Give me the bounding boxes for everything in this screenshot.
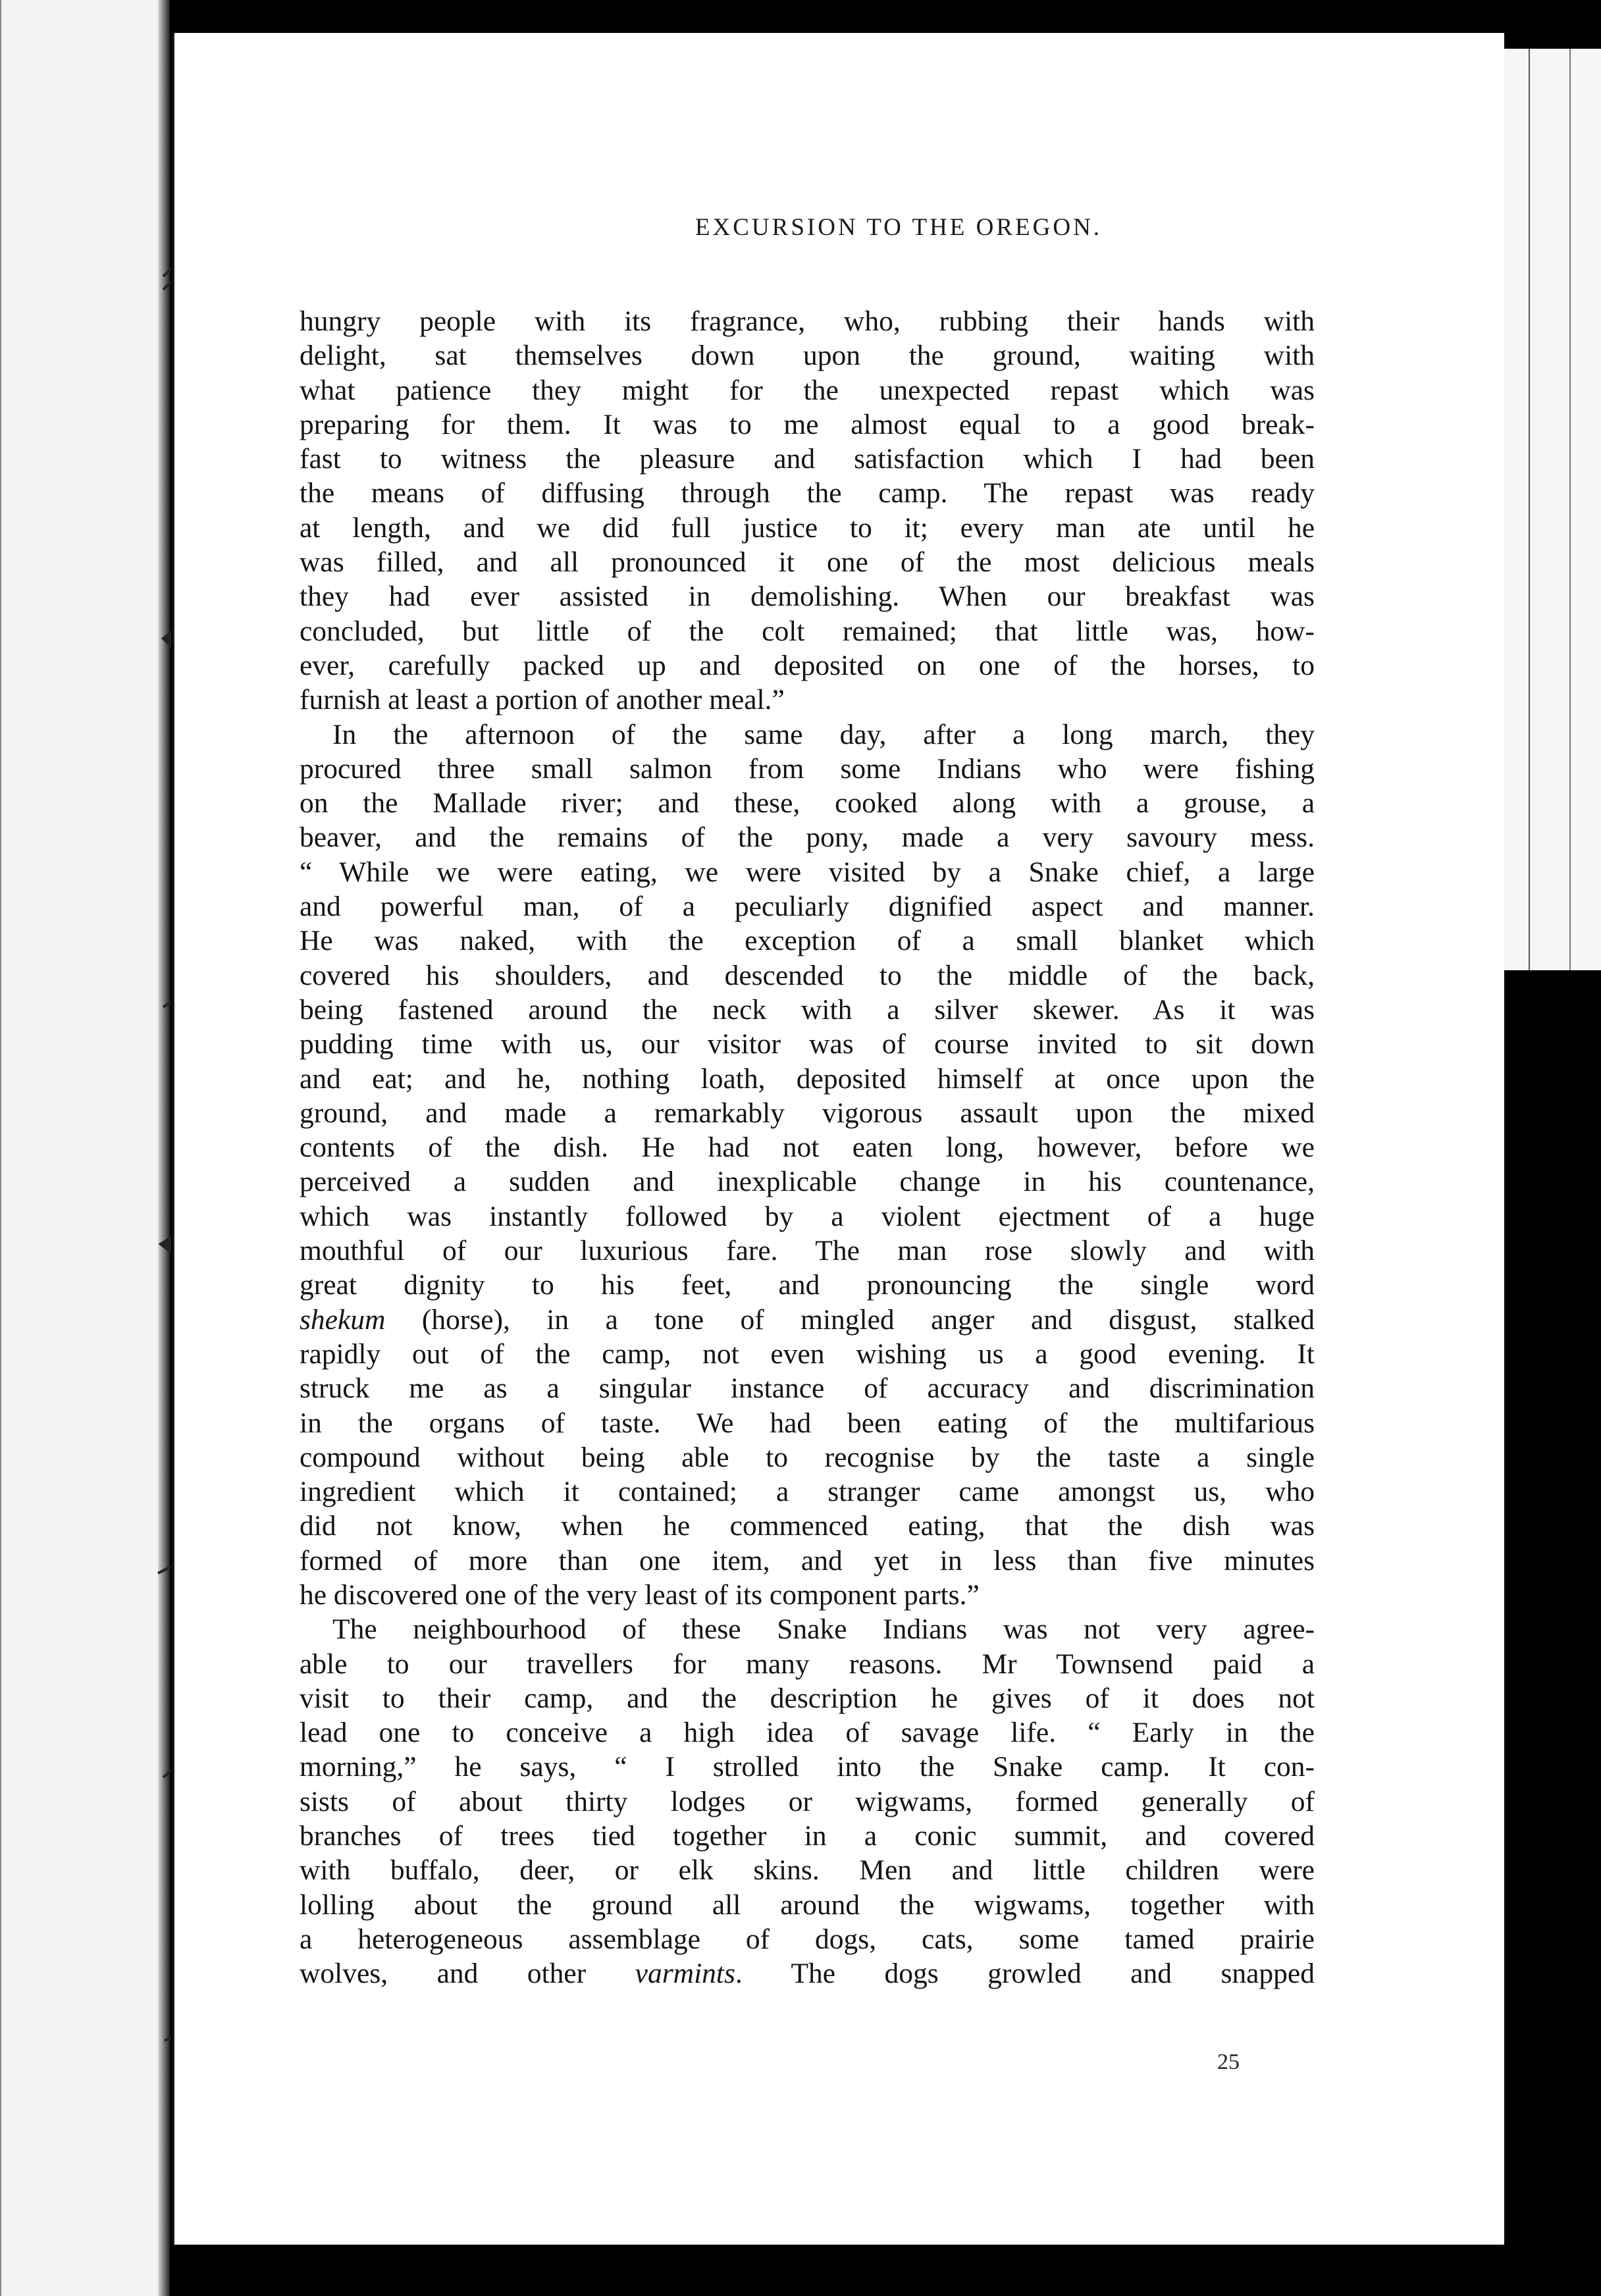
text-line: which was instantly followed by a violent ejectment of a huge — [300, 1200, 1315, 1232]
text-line: great dignity to his feet, and pronouncing the single word — [300, 1269, 1315, 1301]
text-line: perceived a sudden and inexplicable change in his countenance, — [300, 1166, 1315, 1198]
text-line: visit to their camp, and the description he gives of it does not — [300, 1682, 1315, 1714]
text-line: covered his shoulders, and descended to the middle of the back, — [300, 959, 1315, 991]
text-line: he discovered one of the very least of its component parts.” — [300, 1578, 980, 1611]
text-line: beaver, and the remains of the pony, made a very savoury mess. — [300, 822, 1315, 854]
text-line: ingredient which it contained; a stranger came amongst us, who — [300, 1476, 1315, 1508]
text-line: hungry people with its fragrance, who, rubbing their hands with — [300, 305, 1315, 337]
text-line: with buffalo, deer, or elk skins. Men and little children were — [300, 1854, 1315, 1887]
text-line: and eat; and he, nothing loath, deposited himself at once upon the — [300, 1062, 1315, 1095]
text-line: The neighbourhood of these Snake Indians was not very agree- — [332, 1613, 1315, 1646]
text-line: pudding time with us, our visitor was of course invited to sit down — [300, 1028, 1315, 1060]
text-line: mouthful of our luxurious fare. The man rose slowly and with — [300, 1235, 1315, 1267]
text-line: “ While we were eating, we were visited by a Snake chief, a large — [300, 856, 1315, 888]
text-line: formed of more than one item, and yet in less than five minutes — [300, 1544, 1315, 1577]
text-line: compound without being able to recognise by the taste a single — [300, 1441, 1315, 1473]
page-number: 25 — [1217, 2050, 1240, 2074]
text-line: at length, and we did full justice to it; every man ate until he — [300, 511, 1315, 544]
text-line: and powerful man, of a peculiarly dignified aspect and manner. — [300, 891, 1315, 923]
text-line: what patience they might for the unexpected repast which was — [300, 374, 1315, 406]
line-text: (horse), in a tone of mingled anger and disgust, stalked — [385, 1303, 1315, 1336]
page-edge-line — [1569, 49, 1571, 970]
text-line: sists of about thirty lodges or wigwams, formed generally of — [300, 1785, 1315, 1817]
text-line: concluded, but little of the colt remained; that little was, how- — [300, 615, 1315, 647]
text-line: they had ever assisted in demolishing. When our breakfast was — [300, 581, 1315, 613]
text-line: delight, sat themselves down upon the ground, waiting with — [300, 340, 1315, 372]
text-line — [300, 1956, 1315, 1991]
page-edge-line — [1529, 49, 1530, 970]
edge-line — [0, 0, 1, 2296]
text-line: In the afternoon of the same day, after a long march, they — [332, 718, 1315, 750]
text-line: a heterogeneous assemblage of dogs, cats, some tamed prairie — [300, 1923, 1315, 1955]
text-line: lead one to conceive a high idea of savage life. “ Early in the — [300, 1717, 1315, 1749]
line-text: wolves, and other — [300, 1958, 635, 1990]
text-line: furnish at least a portion of another meal.” — [300, 684, 785, 716]
text-line: ever, carefully packed up and deposited on one of the horses, to — [300, 649, 1315, 681]
text-line: did not know, when he commenced eating, that the dish was — [300, 1510, 1315, 1542]
text-line: rapidly out of the camp, not even wishing us a good evening. It — [300, 1338, 1315, 1370]
text-line: was filled, and all pronounced it one of the most delicious meals — [300, 546, 1315, 579]
text-line: He was naked, with the exception of a small blanket which — [300, 925, 1315, 957]
binding-marks — [132, 0, 171, 2296]
text-line: branches of trees tied together in a conic summit, and covered — [300, 1820, 1315, 1852]
body-text — [300, 304, 1315, 1991]
italic-word: shekum — [300, 1303, 386, 1336]
text-line: the means of diffusing through the camp. The repast was ready — [300, 477, 1315, 509]
text-line — [300, 1303, 1315, 1337]
running-head: EXCURSION TO THE OREGON. — [695, 214, 1103, 241]
text-line: able to our travellers for many reasons. Mr Townsend paid a — [300, 1648, 1315, 1680]
text-line: lolling about the ground all around the wigwams, together with — [300, 1889, 1315, 1921]
text-line: contents of the dish. He had not eaten long, however, before we — [300, 1132, 1315, 1164]
text-line: morning,” he says, “ I strolled into the Snake camp. It con- — [300, 1751, 1315, 1783]
text-line: on the Mallade river; and these, cooked along with a grouse, a — [300, 787, 1315, 820]
line-text: . The dogs growled and snapped — [735, 1958, 1315, 1990]
text-line: being fastened around the neck with a silver skewer. As it was — [300, 993, 1315, 1026]
text-line: procured three small salmon from some Indians who were fishing — [300, 752, 1315, 785]
text-line: ground, and made a remarkably vigorous assault upon the mixed — [300, 1097, 1315, 1129]
text-line: in the organs of taste. We had been eating of the multifarious — [300, 1407, 1315, 1439]
text-line: fast to witness the pleasure and satisfaction which I had been — [300, 443, 1315, 475]
right-page-edges — [1502, 49, 1601, 970]
book-page — [172, 33, 1504, 2245]
text-line: preparing for them. It was to me almost equal to a good break- — [300, 408, 1315, 440]
text-line: struck me as a singular instance of accuracy and discrimination — [300, 1372, 1315, 1405]
italic-word: varmints — [635, 1958, 735, 1990]
